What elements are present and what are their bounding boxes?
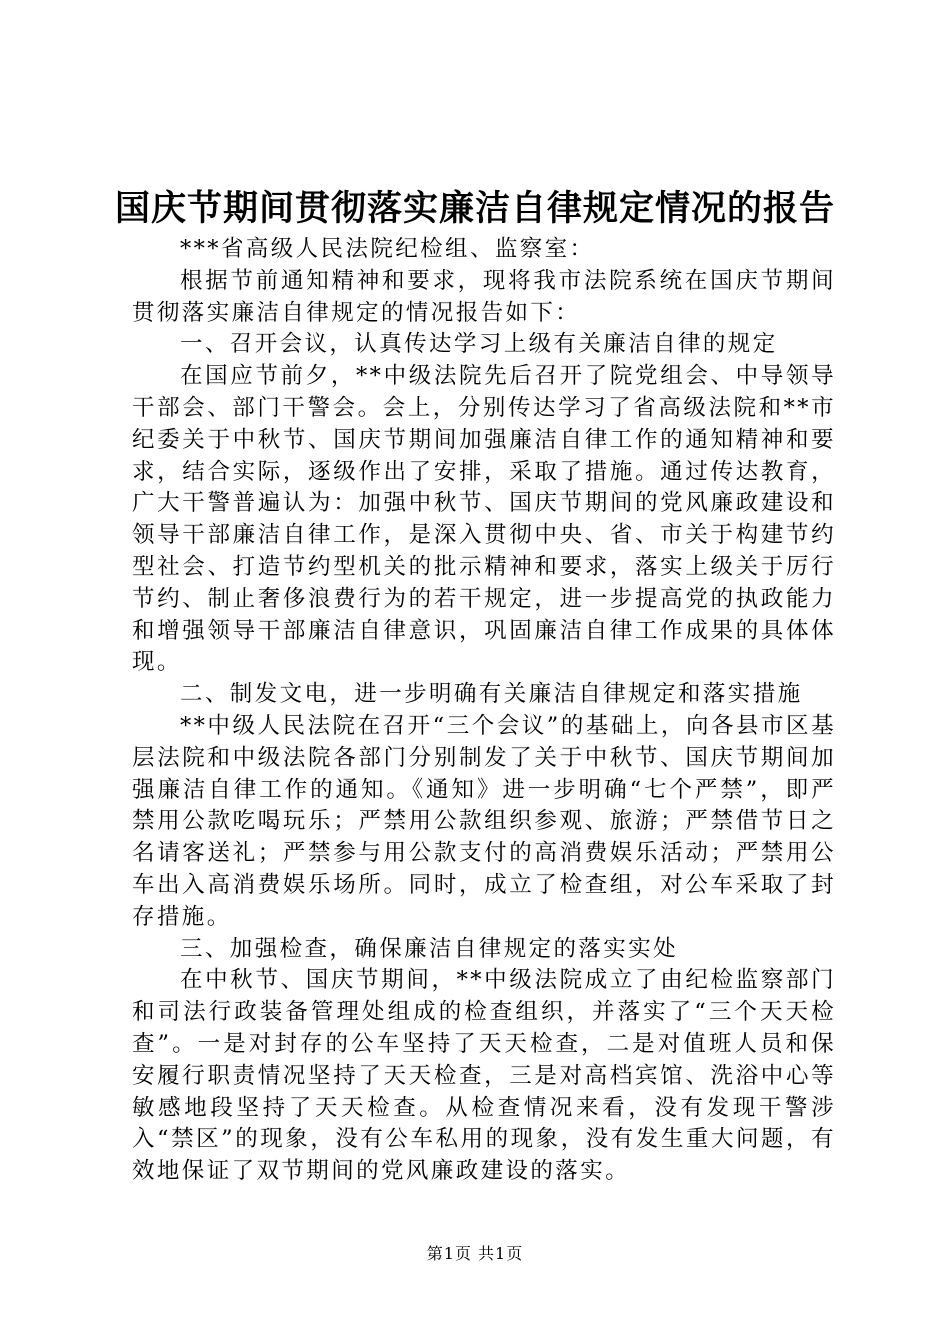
- document-body: [132, 234, 836, 1188]
- salutation: ***省高级人民法院纪检组、监察室：: [180, 236, 595, 262]
- page-title: 国庆节期间贯彻落实廉洁自律规定情况的报告: [114, 189, 835, 229]
- section-body-1: 在国应节前夕，**中级法院先后召开了院党组会、中导领导干部会、部门干警会。会上，分别传达学习了省高级法院和**市纪委关于中秋节、国庆节期间加强廉洁自律工作的通知精神和要求，结合实际，逐级作出了安排，采取了措施。通过传达教育，广大干警普遍认为：加强中秋节、国庆节期间的党风廉政建设和领导干部廉洁自律工作，是深入贯彻中央、省、市关于构建节约型社会、打造节约型机关的批示精神和要求，落实上级关于厉行节约、制止奢侈浪费行为的若干规定，进一步提高党的执政能力和增强领导干部廉洁自律意识，巩固廉洁自律工作成果的具体体现。: [132, 363, 836, 676]
- page-footer: 第1页 共1页: [426, 1244, 524, 1263]
- section-heading-1: 一、召开会议，认真传达学习上级有关廉洁自律的规定: [180, 331, 778, 358]
- section-heading-3: 三、加强检查，确保廉洁自律规定的落实实处: [180, 935, 679, 962]
- section-heading-2: 二、制发文电，进一步明确有关廉洁自律规定和落实措施: [180, 681, 803, 708]
- intro-paragraph: 根据节前通知精神和要求，现将我市法院系统在国庆节期间贯彻落实廉洁自律规定的情况报告如下：: [132, 267, 836, 326]
- section-body-2: **中级人民法院在召开“三个会议”的基础上，向各县市区基层法院和中级法院各部门分别制发了关于中秋节、国庆节期间加强廉洁自律工作的通知。《通知》进一步明确“七个严禁”，即严禁用公款吃喝玩乐；严禁用公款组织参观、旅游；严禁借节日之名请客送礼；严禁参与用公款支付的高消费娱乐活动；严禁用公车出入高消费娱乐场所。同时，成立了检查组，对公车采取了封存措施。: [132, 712, 836, 930]
- section-body-3: 在中秋节、国庆节期间，**中级法院成立了由纪检监察部门和司法行政装备管理处组成的检查组织，并落实了“三个天天检查”。一是对封存的公车坚持了天天检查，二是对值班人员和保安履行职责情况坚持了天天检查，三是对高档宾馆、洗浴中心等敏感地段坚持了天天检查。从检查情况来看，没有发现干警涉入“禁区”的现象，没有公车私用的现象，没有发生重大问题，有效地保证了双节期间的党风廉政建设的落实。: [132, 967, 836, 1185]
